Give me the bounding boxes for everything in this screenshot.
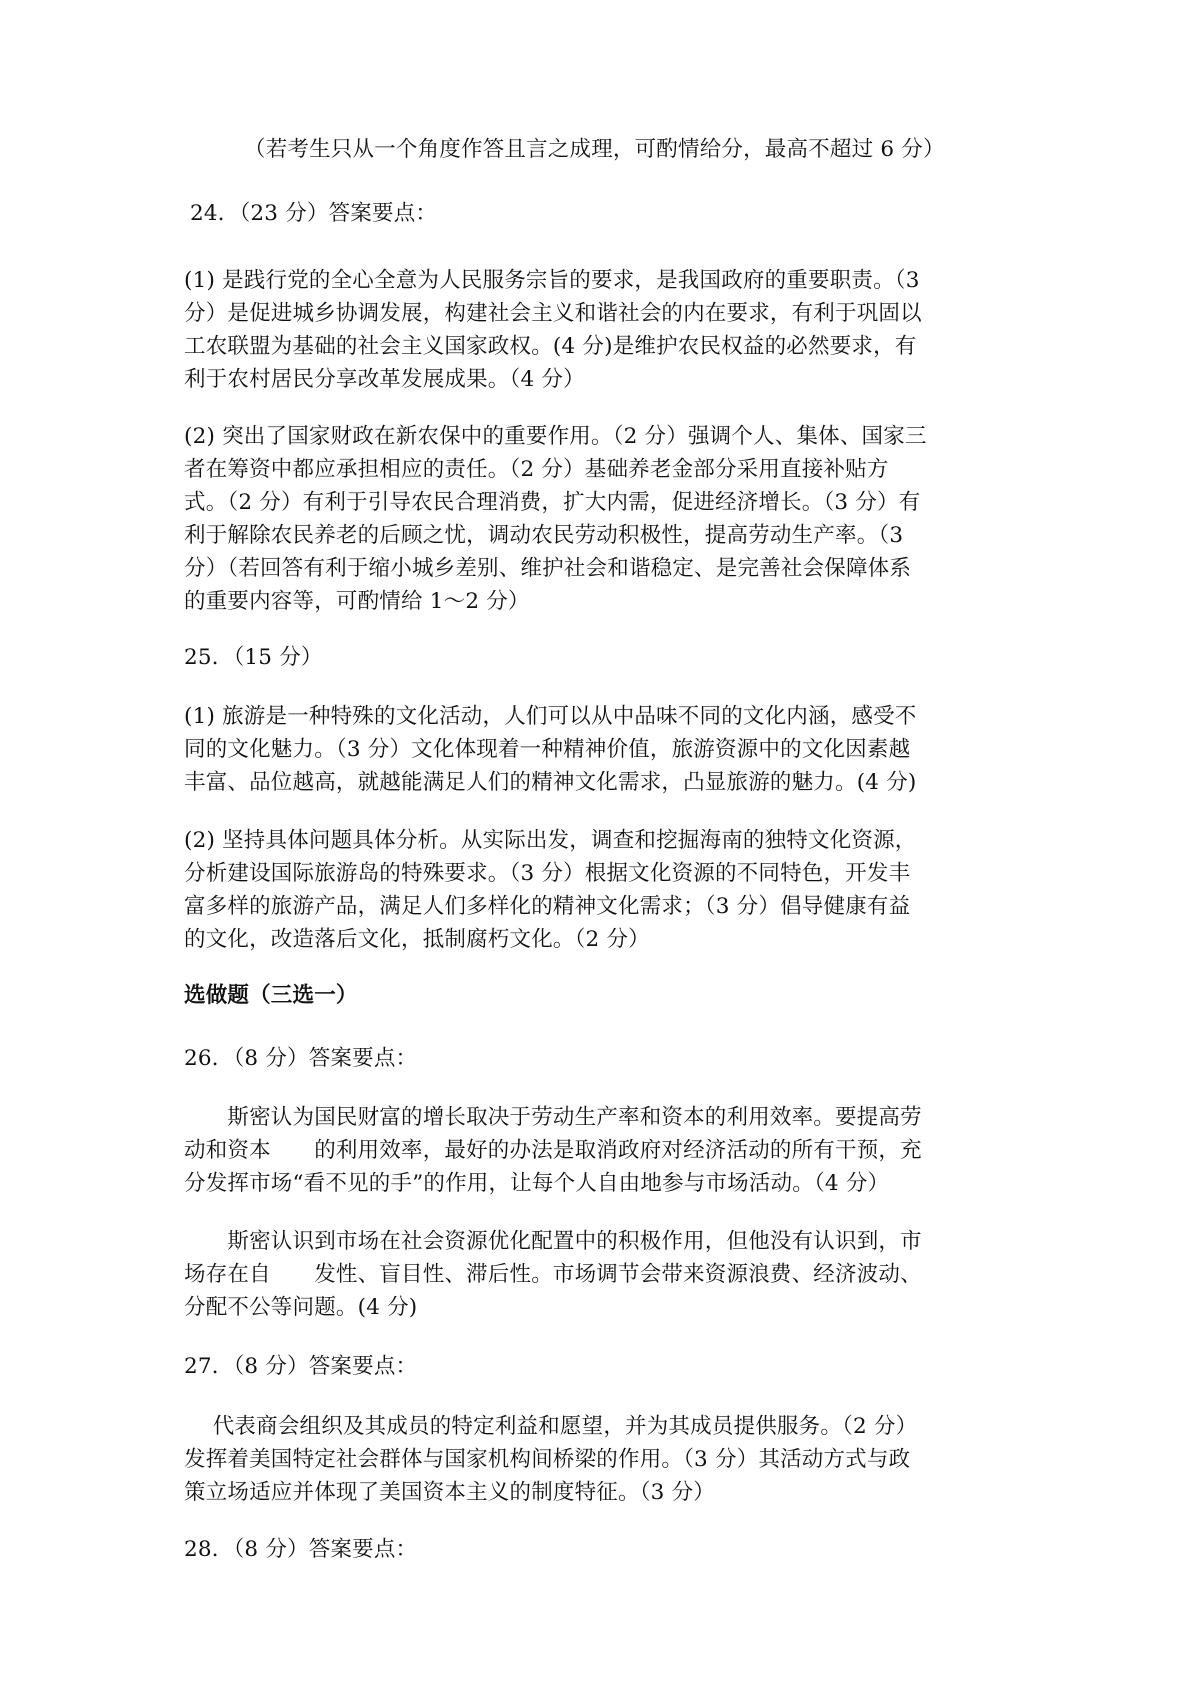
text-line: 利于农村居民分享改革发展成果。（4 分） bbox=[184, 367, 585, 392]
text-line: 分发挥市场“看不见的手”的作用，让每个人自由地参与市场活动。（4 分） bbox=[184, 1171, 890, 1196]
text-line: 的文化，改造落后文化，抵制腐朽文化。（2 分） bbox=[184, 927, 650, 952]
question-24-heading bbox=[190, 197, 1035, 230]
text-line: 分）（若回答有利于缩小城乡差别、维护社会和谐稳定、是完善社会保障体系 bbox=[184, 556, 912, 581]
text-line: 分）是促进城乡协调发展，构建社会主义和谐社会的内在要求，有利于巩固以 bbox=[184, 301, 922, 326]
question-27-heading bbox=[184, 1350, 1029, 1383]
text-line: 式。（2 分）有利于引导农民合理消费，扩大内需，促进经济增长。（3 分）有 bbox=[184, 490, 921, 515]
text-line: 斯密认为国民财富的增长取决于劳动生产率和资本的利用效率。要提高劳 bbox=[184, 1105, 922, 1130]
text-line: 分析建设国际旅游岛的特殊要求。（3 分）根据文化资源的不同特色，开发丰 bbox=[184, 861, 911, 886]
elective-section-heading bbox=[184, 979, 1029, 1012]
text-line: 27．（8 分）答案要点： bbox=[184, 1354, 418, 1379]
text-line: 同的文化魅力。（3 分）文化体现着一种精神价值，旅游资源中的文化因素越 bbox=[184, 737, 911, 762]
text-line: 利于解除农民养老的后顾之忧，调动农民劳动积极性，提高劳动生产率。（3 bbox=[184, 523, 904, 548]
question-25-answer-1 bbox=[184, 700, 1029, 799]
question-24-answer-1 bbox=[184, 264, 1029, 396]
text-line: (2) 突出了国家财政在新农保中的重要作用。（2 分）强调个人、集体、国家三 bbox=[184, 424, 927, 449]
text-line: 策立场适应并体现了美国资本主义的制度特征。（3 分） bbox=[184, 1480, 715, 1505]
text-line: 斯密认识到市场在社会资源优化配置中的积极作用，但他没有认识到，市 bbox=[184, 1229, 922, 1254]
question-28-heading bbox=[184, 1533, 1029, 1566]
text-line: 选做题（三选一） bbox=[184, 983, 358, 1008]
text-line: 28．（8 分）答案要点： bbox=[184, 1537, 418, 1562]
text-line: 24．（23 分）答案要点： bbox=[190, 201, 438, 226]
text-line: (1) 是践行党的全心全意为人民服务宗旨的要求，是我国政府的重要职责。（3 bbox=[184, 268, 920, 293]
scoring-note bbox=[244, 133, 1089, 166]
question-25-answer-2 bbox=[184, 824, 1029, 956]
text-line: 富多样的旅游产品，满足人们多样化的精神文化需求；（3 分）倡导健康有益 bbox=[184, 894, 911, 919]
text-line: 代表商会组织及其成员的特定利益和愿望，并为其成员提供服务。（2 分） bbox=[184, 1414, 918, 1439]
question-26-heading bbox=[184, 1042, 1029, 1075]
text-line: 动和资本 的利用效率，最好的办法是取消政府对经济活动的所有干预，充 bbox=[184, 1138, 922, 1163]
text-line: 场存在自 发性、盲目性、滞后性。市场调节会带来资源浪费、经济波动、 bbox=[184, 1262, 922, 1287]
text-line: 者在筹资中都应承担相应的责任。（2 分）基础养老金部分采用直接补贴方 bbox=[184, 457, 889, 482]
text-line: (2) 坚持具体问题具体分析。从实际出发，调查和挖掘海南的独特文化资源， bbox=[184, 828, 917, 853]
text-line: （若考生只从一个角度作答且言之成理，可酌情给分，最高不超过 6 分） bbox=[244, 137, 945, 162]
question-25-heading bbox=[184, 641, 1029, 674]
question-27-answer bbox=[184, 1410, 1029, 1509]
text-line: 25．（15 分） bbox=[184, 645, 323, 670]
text-line: 26．（8 分）答案要点： bbox=[184, 1046, 418, 1071]
text-line: 工农联盟为基础的社会主义国家政权。(4 分)是维护农民权益的必然要求，有 bbox=[184, 334, 917, 359]
question-26-answer-2 bbox=[184, 1225, 1029, 1324]
text-line: 丰富、品位越高，就越能满足人们的精神文化需求，凸显旅游的魅力。(4 分) bbox=[184, 770, 917, 795]
question-24-answer-2 bbox=[184, 420, 1029, 618]
question-26-answer-1 bbox=[184, 1101, 1029, 1200]
text-line: (1) 旅游是一种特殊的文化活动，人们可以从中品味不同的文化内涵，感受不 bbox=[184, 704, 917, 729]
text-line: 的重要内容等，可酌情给 1～2 分） bbox=[184, 589, 530, 614]
text-line: 发挥着美国特定社会群体与国家机构间桥梁的作用。（3 分）其活动方式与政 bbox=[184, 1447, 911, 1472]
text-line: 分配不公等问题。(4 分) bbox=[184, 1295, 418, 1320]
